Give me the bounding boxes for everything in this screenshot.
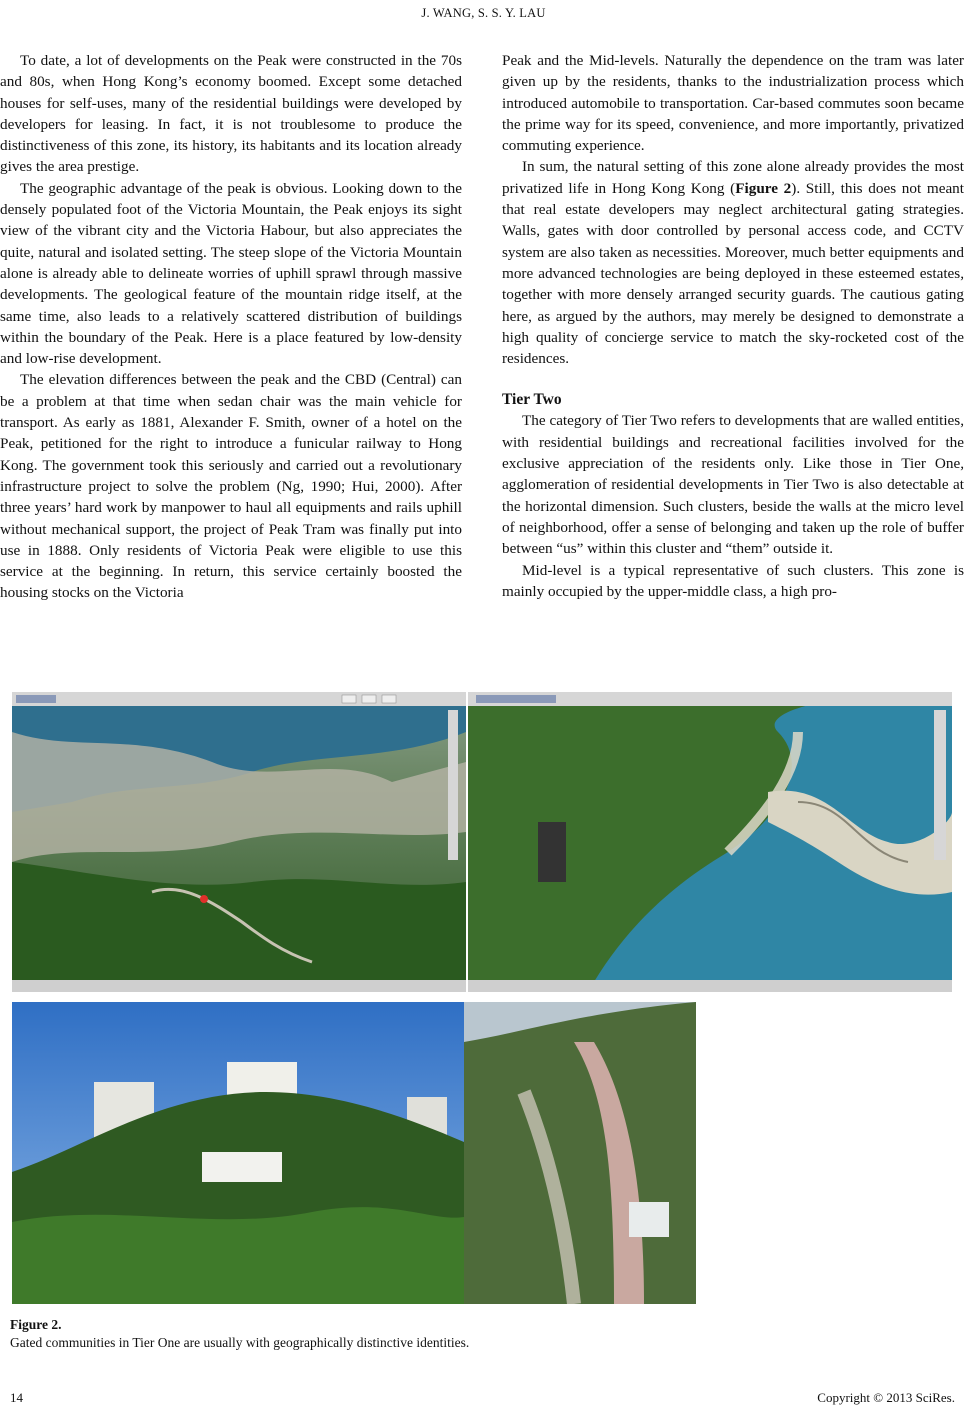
right-column	[502, 50, 964, 602]
aerial-peak-image	[12, 692, 466, 992]
page-number: 14	[10, 1390, 23, 1405]
hillside-housing-image	[464, 1002, 696, 1304]
figure-reference[interactable]: Figure 2	[735, 179, 792, 197]
left-column	[0, 50, 462, 604]
copyright-notice: Copyright © 2013 SciRes.	[817, 1390, 955, 1405]
figure-caption	[10, 1316, 469, 1352]
hillside-villa-image	[12, 1002, 464, 1304]
figure-label: Figure 2.	[10, 1317, 62, 1332]
section-heading-tier-two: Tier Two	[502, 391, 562, 409]
running-header: J. WANG, S. S. Y. LAU	[421, 6, 546, 20]
paragraph-geography: The geographic advantage of the peak is obvious. Looking down to the densely populated foot of the Victoria Mountain, the Peak enjoys its sight view of the vibrant city and the Victoria Habour, but also appreciates the quite, natural and isolated setting. The steep slope of the Victoria Mountain alone is already able to delineate worries of uphill sprawl through massive developments. The geological feature of the mountain ridge itself, at the same time, also leads to a relatively scattered distribution of buildings within the boundary of the Peak. Here is a place featured by low-density and low-rise development.	[0, 179, 462, 368]
text-span: ). Still, this does not meant that real estate developers may neglect architectural gating strategies. Walls, gates with door controlled by personal access code, and CCTV system are also taken as necessities. Moreover, much better equipments and more advanced technologies are being deployed in these esteemed estates, together with more densely arranged security guards. The cautious gating here, as argued by the authors, may merely be designed to demonstrate a high quality of concierge service to match the sky-rocketed cost of the residences.	[502, 179, 964, 368]
paragraph-mid-level: Mid-level is a typical representative of such clusters. This zone is mainly occupied by the upper-middle class, a high pro-	[502, 561, 964, 600]
paragraph-in-sum	[502, 156, 964, 369]
paragraph-tram-continued: Peak and the Mid-levels. Naturally the dependence on the tram was later given up by the residents, thanks to the industrialization process which introduced automobile to transportation. Car-based commutes soon became the prime way for its speed, convenience, and more importantly, privatized commuting experience.	[502, 52, 964, 155]
figure-caption-text: Gated communities in Tier One are usually with geographically distinctive identities.	[10, 1335, 470, 1350]
figure-2-aerial-peak	[12, 692, 466, 992]
figure-2-hill-photo	[12, 1002, 464, 1304]
text-span: In sum, the natural setting of this zone alone already provides the most privatized life in Hong Kong Kong (	[502, 158, 964, 197]
aerial-coast-image	[468, 692, 952, 992]
figure-2-slope-photo	[464, 1002, 696, 1304]
paragraph-history: To date, a lot of developments on the Peak were constructed in the 70s and 80s, when Hong Kong’s economy boomed. Except some detached houses for self-uses, many of the residential buildings were developed by developers for leasing. In fact, it is not troublesome to produce the distinctiveness of this zone, its history, its habitants and its location already gives the area prestige.	[0, 52, 462, 176]
paragraph-tram: The elevation differences between the peak and the CBD (Central) can be a problem at that time when sedan chair was the main vehicle for transport. As early as 1881, Alexander F. Smith, owner of a hotel on the Peak, petitioned for the right to introduce a funicular railway to Hong Kong. The government took this seriously and carried out a revolutionary infrastructure project to solve the problem (Ng, 1990; Hui, 2000). After three years’ hard work by manpower to haul all equipments and rails uphill without mechanical support, the project of Peak Tram was finally put into use in 1888. Only residents of Victoria Peak were eligible to use this service at the beginning. In return, this service certainly boosted the housing stocks on the Victoria	[0, 371, 462, 602]
figure-2-aerial-coast	[468, 692, 952, 992]
paragraph-tier-two: The category of Tier Two refers to developments that are walled entities, with residential buildings and recreational facilities involved for the exclusive appreciation of the residents only. Like those in Tier One, agglomeration of residential developments in Tier Two is also detectable at the horizontal dimension. Such clusters, beside the walls at the micro level of neighborhood, offer a sense of belonging and taken up the role of buffer between “us” within this cluster and “them” outside it.	[502, 412, 964, 558]
